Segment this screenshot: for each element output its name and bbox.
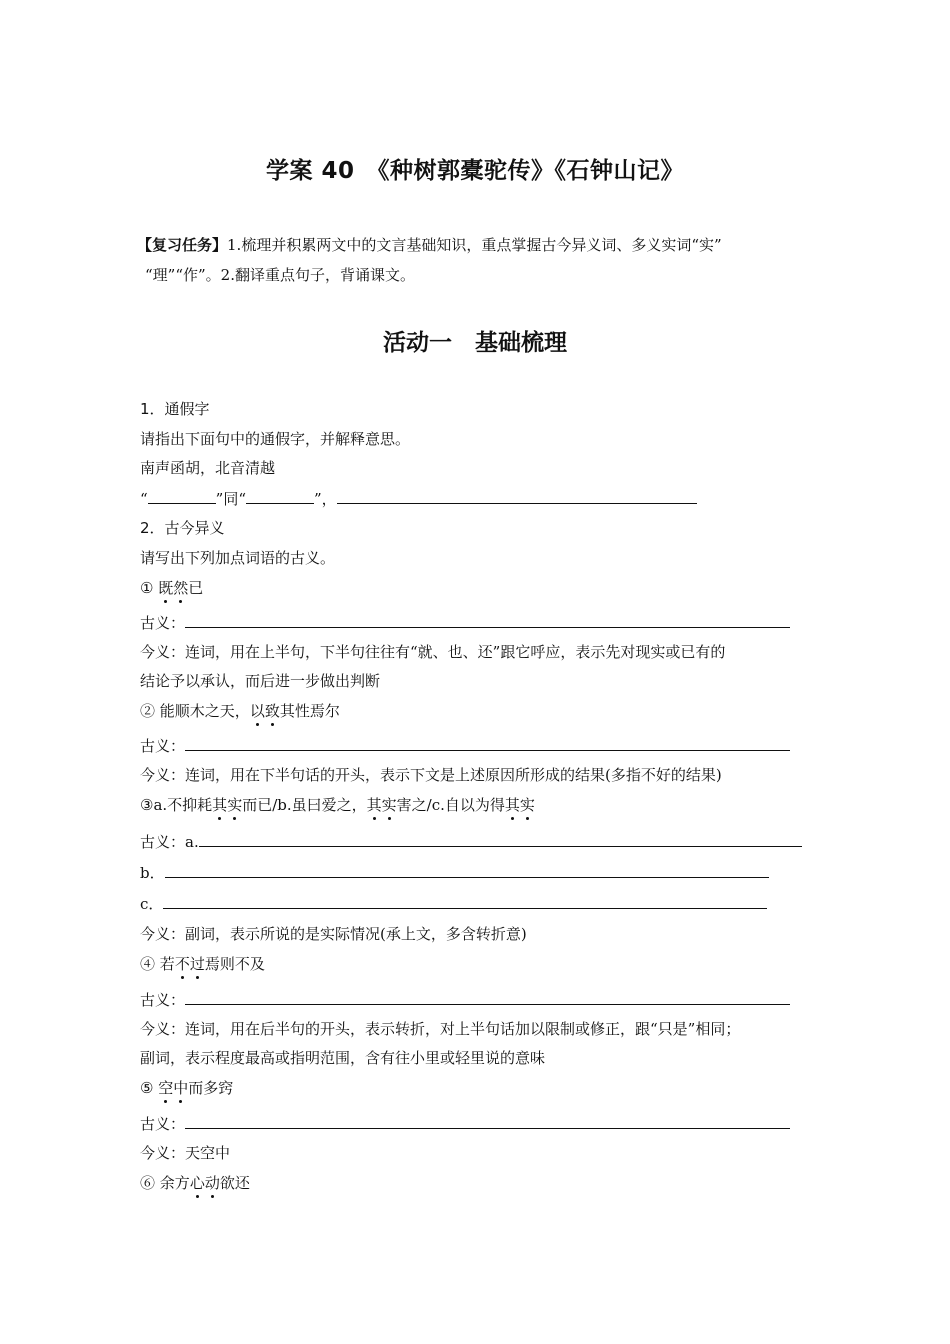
answer-blank-item-4[interactable] [185,989,790,1005]
dotted-char: 以 [249,702,265,720]
heading-tongjiazi: 1．通假字 [140,400,210,418]
item-3-gu-b-line [140,862,840,883]
text-post: 其性焉尔 [279,702,340,720]
answer-blank-3[interactable] [337,488,697,504]
answer-blank-item-3a[interactable] [199,831,802,847]
dotted-char: 实 [227,796,243,814]
sentence-tongjiazi: 南声函胡，北音清越 [140,459,276,477]
dotted-char: 实 [381,796,397,814]
item-5-gu-line [140,1113,840,1134]
answer-blank-item-2[interactable] [185,735,790,751]
item-2-gu-line [140,735,840,756]
fill-line-tongjiazi [140,488,840,509]
section-title: 活动一 基础梳理 [383,330,567,356]
quote-open: “ [140,490,148,508]
quote-end: ”， [314,490,337,508]
answer-blank-item-1[interactable] [185,612,790,628]
gu-label: 古义： [140,991,186,1009]
item-3-gu-c-line [140,893,840,914]
dotted-char: 其 [366,796,382,814]
text-pre: 余方 [159,1174,190,1192]
answer-blank-1[interactable] [148,488,216,504]
heading-gujinyiyi: 2．古今异义 [140,519,225,537]
page-title: 学案 40 《种树郭橐驼传》《石钟山记》 [265,158,684,184]
item-1-jin-line-1: 今义：连词，用在上半句，下半句往往有“就、也、还”跟它呼应，表示先对现实或已有的 [140,643,726,661]
gu-label: 古义： [140,737,186,755]
text-a-post: 而已/b.虽曰爱之， [242,796,367,814]
text-b-post: 害之/c.自以为得 [396,796,505,814]
item-1-sentence [140,578,840,598]
item-2-jin-line-1: 今义：连词，用在下半句话的开头，表示下文是上述原因所形成的结果(多指不好的结果) [140,766,722,784]
text-post: 已 [188,579,204,597]
item-2-sentence [140,701,840,721]
item-number: ⑤ [140,1079,154,1097]
gu-label: 古义： [140,1115,186,1133]
answer-blank-2[interactable] [246,488,314,504]
dotted-char: 中 [173,1079,189,1097]
item-4-jin-line-2: 副词，表示程度最高或指明范围，含有往小里或轻里说的意味 [140,1049,546,1067]
dotted-char: 然 [173,579,189,597]
dotted-char: 动 [204,1174,220,1192]
c-label: c． [140,895,164,913]
gu-a-label: 古义：a. [140,833,199,851]
text-post: 欲还 [219,1174,250,1192]
item-1-jin-line-2: 结论予以承认，而后进一步做出判断 [140,672,381,690]
dotted-char: 致 [264,702,280,720]
item-1-gu-line [140,612,840,633]
dotted-char: 不 [174,955,190,973]
gu-label: 古义： [140,614,186,632]
item-3-sentence [140,795,840,815]
dotted-char: 心 [189,1174,205,1192]
instruction-tongjiazi: 请指出下面句中的通假字，并解释意思。 [140,430,411,448]
item-3-gu-a-line [140,831,840,852]
review-task [137,230,827,290]
item-4-gu-line [140,989,840,1010]
item-number: ① [140,579,154,597]
answer-blank-item-3b[interactable] [165,862,769,878]
answer-blank-item-5[interactable] [185,1113,790,1129]
dotted-char: 空 [158,1079,174,1097]
text-post: 焉则不及 [204,955,265,973]
dotted-char: 过 [189,955,205,973]
item-5-jin-line-1: 今义：天空中 [140,1144,231,1162]
review-task-line-1 [137,230,827,260]
instruction-gujinyiyi: 请写出下列加点词语的古义。 [140,549,336,567]
dotted-char: 其 [504,796,520,814]
item-number: ④ [140,955,156,973]
item-number: ⑥ [140,1174,156,1192]
item-6-sentence [140,1173,840,1193]
dotted-char: 实 [519,796,535,814]
item-4-jin-line-1: 今义：连词，用在后半句的开头，表示转折，对上半句话加以限制或修正，跟“只是”相同； [140,1020,741,1038]
quote-mid: ”同“ [215,490,247,508]
item-3-jin-line: 今义：副词，表示所说的是实际情况(承上文，多含转折意) [140,925,527,943]
answer-blank-item-3c[interactable] [163,893,767,909]
text-pre: 能顺木之天， [159,702,250,720]
review-task-text-1: 1.梳理并积累两文中的文言基础知识，重点掌握古今异义词、多义实词“实” [227,236,722,254]
text-post: 而多窍 [188,1079,234,1097]
dotted-char: 既 [158,579,174,597]
item-4-sentence [140,954,840,974]
review-task-line-2: “理”“作”。2.翻译重点句子，背诵课文。 [145,266,415,284]
item-number: ③ [140,796,154,814]
b-label: b． [140,864,165,882]
item-number: ② [140,702,156,720]
review-task-tag: 【复习任务】 [137,236,228,254]
text-a-pre: a.不抑耗 [153,796,213,814]
dotted-char: 其 [212,796,228,814]
text-pre: 若 [159,955,175,973]
item-5-sentence [140,1078,840,1098]
